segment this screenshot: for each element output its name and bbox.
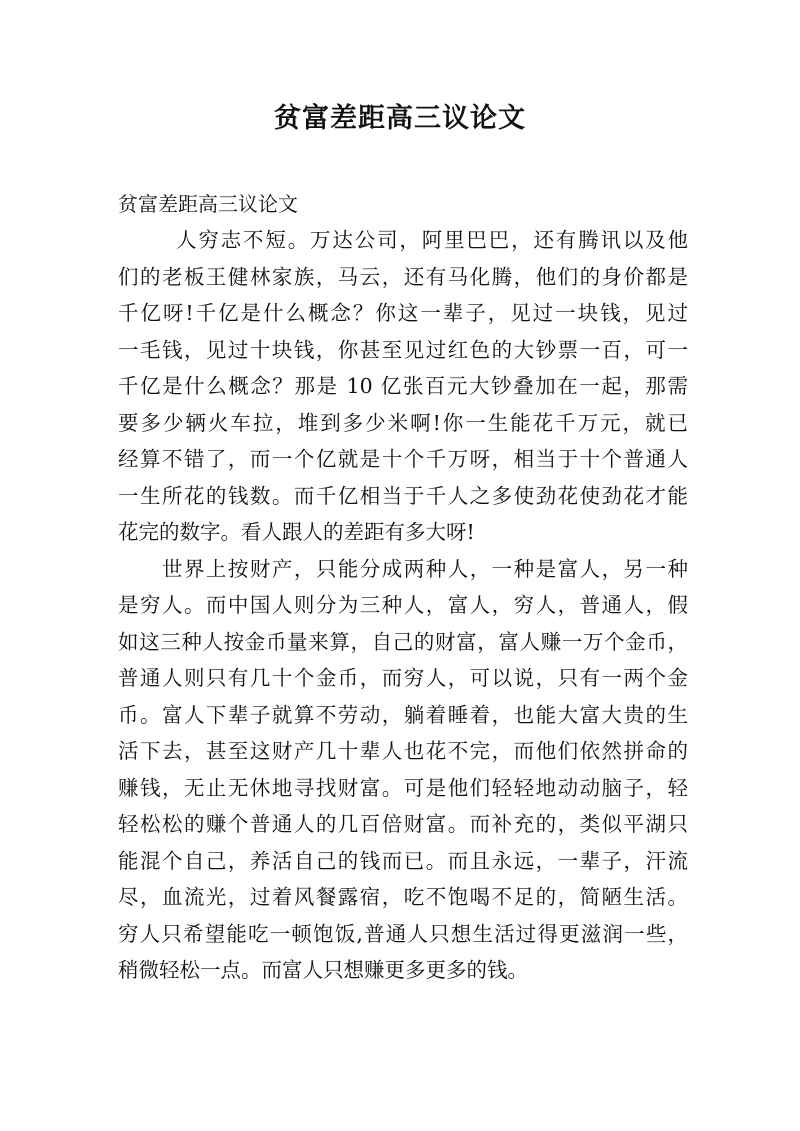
paragraph-line: 是穷人。而中国人则分为三种人，富人，穷人，普通人，假	[118, 593, 688, 617]
paragraph-line: 世界上按财产，只能分成两种人，一种是富人，另一种	[162, 556, 688, 581]
paragraph-line: 赚钱，无止无休地寻找财富。可是他们轻轻地动动脑子，轻	[118, 775, 688, 800]
paragraph-line: 一生所花的钱数。而千亿相当于千人之多使劲花使劲花才能	[118, 483, 688, 508]
paragraph-line: 一毛钱，见过十块钱，你甚至见过红色的大钞票一百，可一	[118, 337, 688, 362]
document-title: 贫富差距高三议论文	[274, 103, 526, 134]
paragraph-line: 们的老板王健林家族，马云，还有马化腾，他们的身价都是	[118, 264, 688, 289]
paragraph-line: 尽，血流光，过着风餐露宿，吃不饱喝不足的，简陋生活。	[118, 885, 688, 909]
paragraph-1	[118, 222, 688, 551]
paragraph-line: 千亿呀!千亿是什么概念？你这一辈子，见过一块钱，见过	[118, 301, 688, 325]
paragraph-line: 要多少辆火车拉，堆到多少米啊!你一生能花千万元，就已	[118, 410, 688, 435]
paragraph-2	[118, 551, 688, 989]
paragraph-line: 经算不错了，而一个亿就是十个千万呀，相当于十个普通人	[118, 447, 688, 471]
paragraph-line: 如这三种人按金币量来算，自己的财富，富人赚一万个金币，	[118, 629, 688, 654]
paragraph-line: 活下去，甚至这财产几十辈人也花不完，而他们依然拼命的	[118, 739, 688, 763]
document-subtitle: 贫富差距高三议论文	[118, 192, 298, 216]
paragraph-line: 人穷志不短。万达公司，阿里巴巴，还有腾讯以及他	[176, 228, 688, 252]
document-body	[118, 222, 688, 989]
paragraph-line: 轻松松的赚个普通人的几百倍财富。而补充的，类似平湖只	[118, 812, 688, 836]
paragraph-line: 穷人只希望能吃一顿饱饭,普通人只想生活过得更滋润一些，	[118, 921, 688, 946]
paragraph-line: 币。富人下辈子就算不劳动，躺着睡着，也能大富大贵的生	[118, 702, 688, 727]
paragraph-line: 普通人则只有几十个金币，而穷人，可以说，只有一两个金	[118, 666, 688, 690]
paragraph-line: 稍微轻松一点。而富人只想赚更多更多的钱。	[118, 958, 528, 982]
paragraph-line: 花完的数字。看人跟人的差距有多大呀!	[118, 520, 475, 544]
paragraph-line: 能混个自己，养活自己的钱而已。而且永远，一辈子，汗流	[118, 848, 688, 873]
paragraph-line: 千亿是什么概念？那是 10 亿张百元大钞叠加在一起，那需	[118, 374, 688, 398]
